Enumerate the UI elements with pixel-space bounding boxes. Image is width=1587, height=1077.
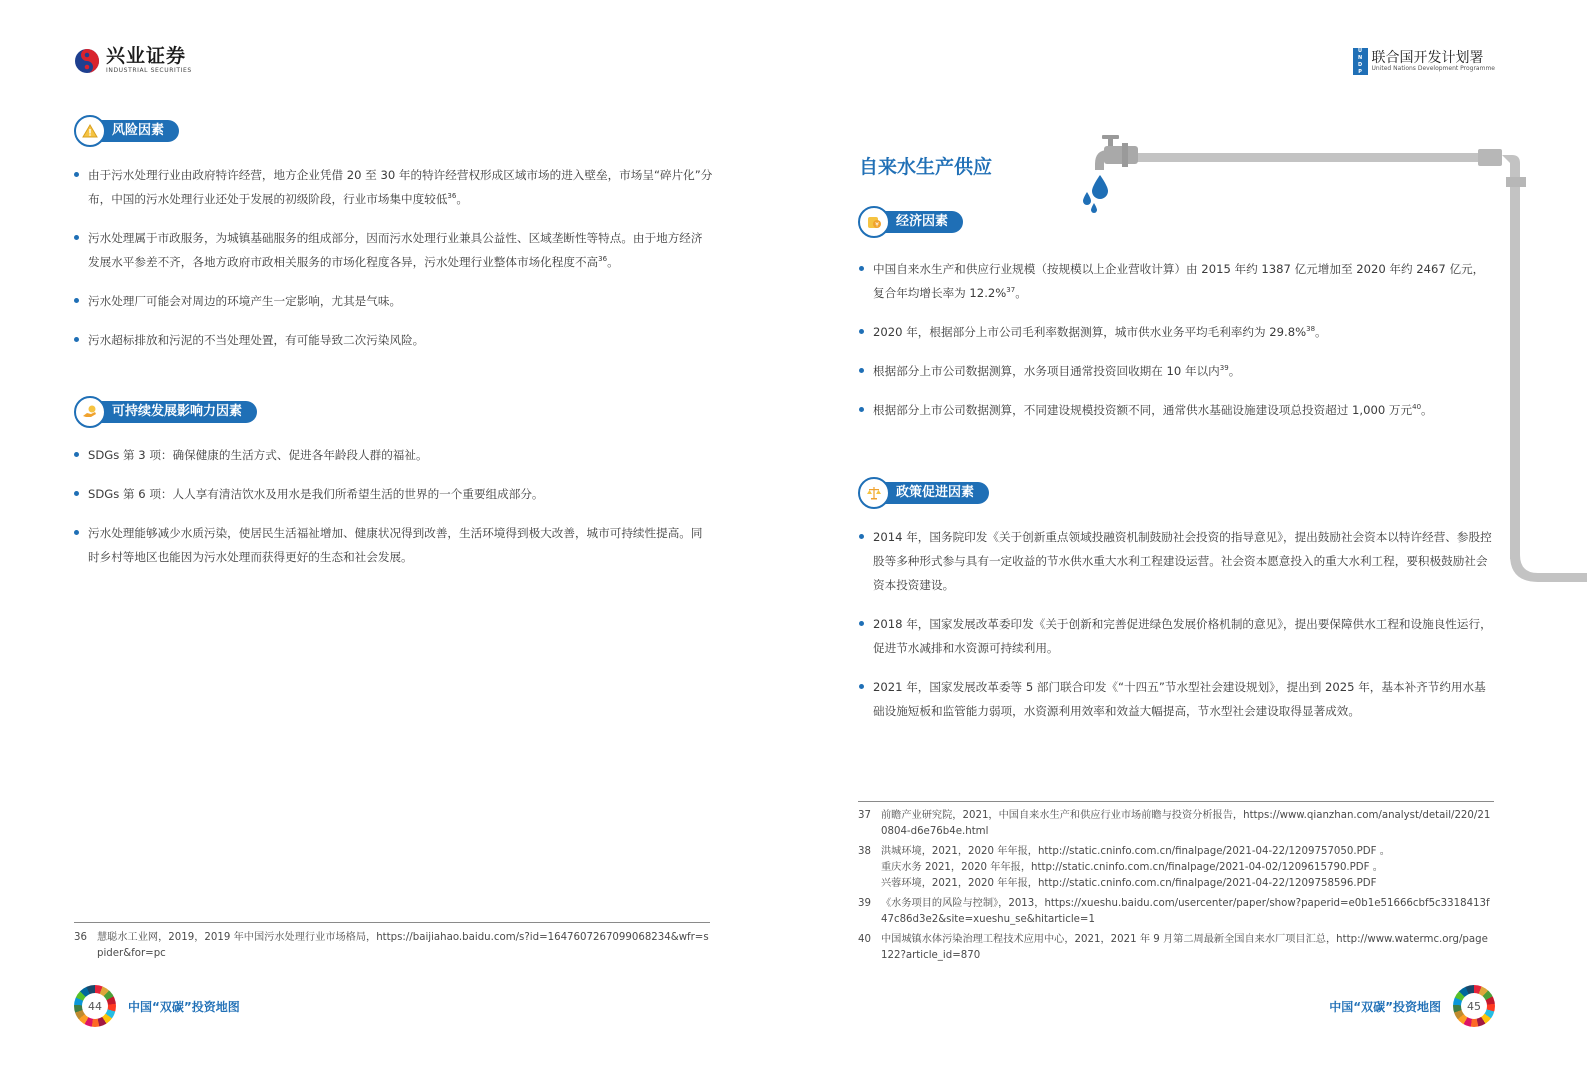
footer-title: 中国“双碳”投资地图 — [1329, 999, 1441, 1014]
footnote: 39 《水务项目的风险与控制》，2013，https://xueshu.baidu.com/usercenter/paper/show?paperid=e0b1e51666cbf5c3318413f47c86d3e2&site=xueshu_se&hitarticle=1 — [858, 898, 1490, 925]
svg-text:¥: ¥ — [875, 221, 879, 229]
sustainability-heading — [74, 396, 257, 428]
right-footnotes — [858, 808, 1494, 964]
right-logo-text: 联合国开发计划署 — [1371, 50, 1484, 66]
sdg-wheel-icon — [1453, 985, 1495, 1027]
list-item: SDGs 第 6 项：人人享有清洁饮水及用水是我们所希望生活的世界的一个重要组成部分。 — [74, 482, 714, 506]
footnote-divider — [74, 922, 710, 923]
money-icon — [858, 206, 890, 238]
list-item: 2014 年，国务院印发《关于创新重点领域投融资机制鼓励社会投资的指导意见》，提出鼓励社会资本以特许经营、参股控股等多种形式参与具有一定收益的节水供水重大水利工程建设运营。社会资本愿意投入的重大水利工程，要积极鼓励社会资本投资建设。 — [859, 525, 1495, 597]
footnote: 36 慧聪水工业网，2019，2019 年中国污水处理行业市场格局，https://baijiahao.baidu.com/s?id=1647607267099068234&wfr=spider&for=pc — [74, 932, 709, 959]
list-item: 2020 年，根据部分上市公司毛利率数据测算，城市供水业务平均毛利率约为 29.8%$^{38}$。 — [859, 320, 1495, 344]
undp-logo — [1353, 48, 1495, 75]
footnote-divider — [858, 801, 1494, 802]
list-item: 2021 年，国家发展改革委等 5 部门联合印发《“十四五”节水型社会建设规划》，提出到 2025 年，基本补齐节约用水基础设施短板和监管能力弱项，水资源利用效率和效益大幅提高，节水型社会建设取得显著成效。 — [859, 675, 1495, 723]
list-item: 污水处理能够减少水质污染，使居民生活福祉增加、健康状况得到改善，生活环境得到极大改善，城市可持续性提高。同时乡村等地区也能因为污水处理而获得更好的生态和社会发展。 — [74, 521, 714, 569]
policy-factors-heading — [858, 477, 989, 509]
list-item: SDGs 第 3 项：确保健康的生活方式、促进各年龄段人群的福祉。 — [74, 443, 714, 467]
section-title: 自来水生产供应 — [859, 156, 993, 178]
list-item: 污水处理厂可能会对周边的环境产生一定影响，尤其是气味。 — [74, 289, 714, 313]
list-item: 污水处理属于市政服务，为城镇基础服务的组成部分，因而污水处理行业兼具公益性、区域垄断性等特点。由于地方经济发展水平参差不齐，各地方政府市政相关服务的市场化程度各异，污水处理行业整体市场化程度不高$^{36}$。 — [74, 226, 714, 274]
list-item: 污水超标排放和污泥的不当处理处置，有可能导致二次污染风险。 — [74, 328, 714, 352]
economic-factors-list — [859, 257, 1495, 422]
scales-icon — [858, 477, 890, 509]
footer-title: 中国“双碳”投资地图 — [128, 999, 240, 1014]
page-number: 45 — [1461, 993, 1487, 1019]
risk-factors-title: 风险因素 — [94, 120, 179, 142]
right-footer — [1329, 985, 1495, 1027]
footnote: 37 前瞻产业研究院，2021，中国自来水生产和供应行业市场前瞻与投资分析报告，https://www.qianzhan.com/analyst/detail/220/210804-d6e76b4e.html — [858, 810, 1491, 837]
economic-factors-title: 经济因素 — [878, 211, 963, 233]
list-item: 根据部分上市公司数据测算，水务项目通常投资回收期在 10 年以内$^{39}$。 — [859, 359, 1495, 383]
list-item: 由于污水处理行业由政府特许经营，地方企业凭借 20 至 30 年的特许经营权形成区域市场的进入壁垒，市场呈“碎片化”分布，中国的污水处理行业还处于发展的初级阶段，行业市场集中度较低$^{36}$。 — [74, 163, 714, 211]
sdg-wheel-icon — [74, 985, 116, 1027]
footnote: 40 中国城镇水体污染治理工程技术应用中心，2021，2021 年 9 月第二周最新全国自来水厂项目汇总，http://www.watermc.org/page122?article_id=870 — [858, 934, 1488, 961]
policy-factors-title: 政策促进因素 — [878, 482, 989, 504]
list-item: 根据部分上市公司数据测算，不同建设规模投资额不同，通常供水基础设施建设项总投资超过 1,000 万元$^{40}$。 — [859, 398, 1495, 422]
right-logo-subtext: United Nations Development Programme — [1371, 64, 1495, 72]
industrial-securities-logo — [74, 47, 192, 74]
left-logo-subtext: INDUSTRIAL SECURITIES — [106, 67, 192, 74]
left-footer — [74, 985, 240, 1027]
list-item: 中国自来水生产和供应行业规模（按规模以上企业营收计算）由 2015 年约 1387 亿元增加至 2020 年约 2467 亿元，复合年均增长率为 12.2%$^{37}$。 — [859, 257, 1495, 305]
sustainability-title: 可持续发展影响力因素 — [94, 401, 257, 423]
left-logo-text: 兴业证券 — [106, 45, 187, 67]
page-number: 44 — [82, 993, 108, 1019]
undp-emblem: U N D P — [1353, 48, 1368, 75]
left-footnotes — [74, 930, 710, 962]
sustainability-list — [74, 443, 714, 569]
risk-factors-list — [74, 163, 714, 352]
footnote: 38 洪城环境，2021，2020 年年报，http://static.cninfo.com.cn/finalpage/2021-04-22/1209757050.PDF 。 重庆水务 2021，2020 年年报，http://static.cninfo.com.cn/finalpage/2021-04-02/1209615790.PDF 。 兴蓉环境，2021，2020 年年报，http://static.cninfo.com.cn/finalpage/2021-04-22/1209758596.PDF — [858, 846, 1390, 889]
warning-icon — [74, 115, 106, 147]
policy-factors-list — [859, 525, 1495, 723]
hand-coin-icon — [74, 396, 106, 428]
economic-factors-heading — [858, 206, 963, 238]
risk-factors-heading — [74, 115, 179, 147]
industrial-securities-logo-icon — [74, 48, 100, 74]
list-item: 2018 年，国家发展改革委印发《关于创新和完善促进绿色发展价格机制的意见》，提出要保障供水工程和设施良性运行，促进节水减排和水资源可持续利用。 — [859, 612, 1495, 660]
